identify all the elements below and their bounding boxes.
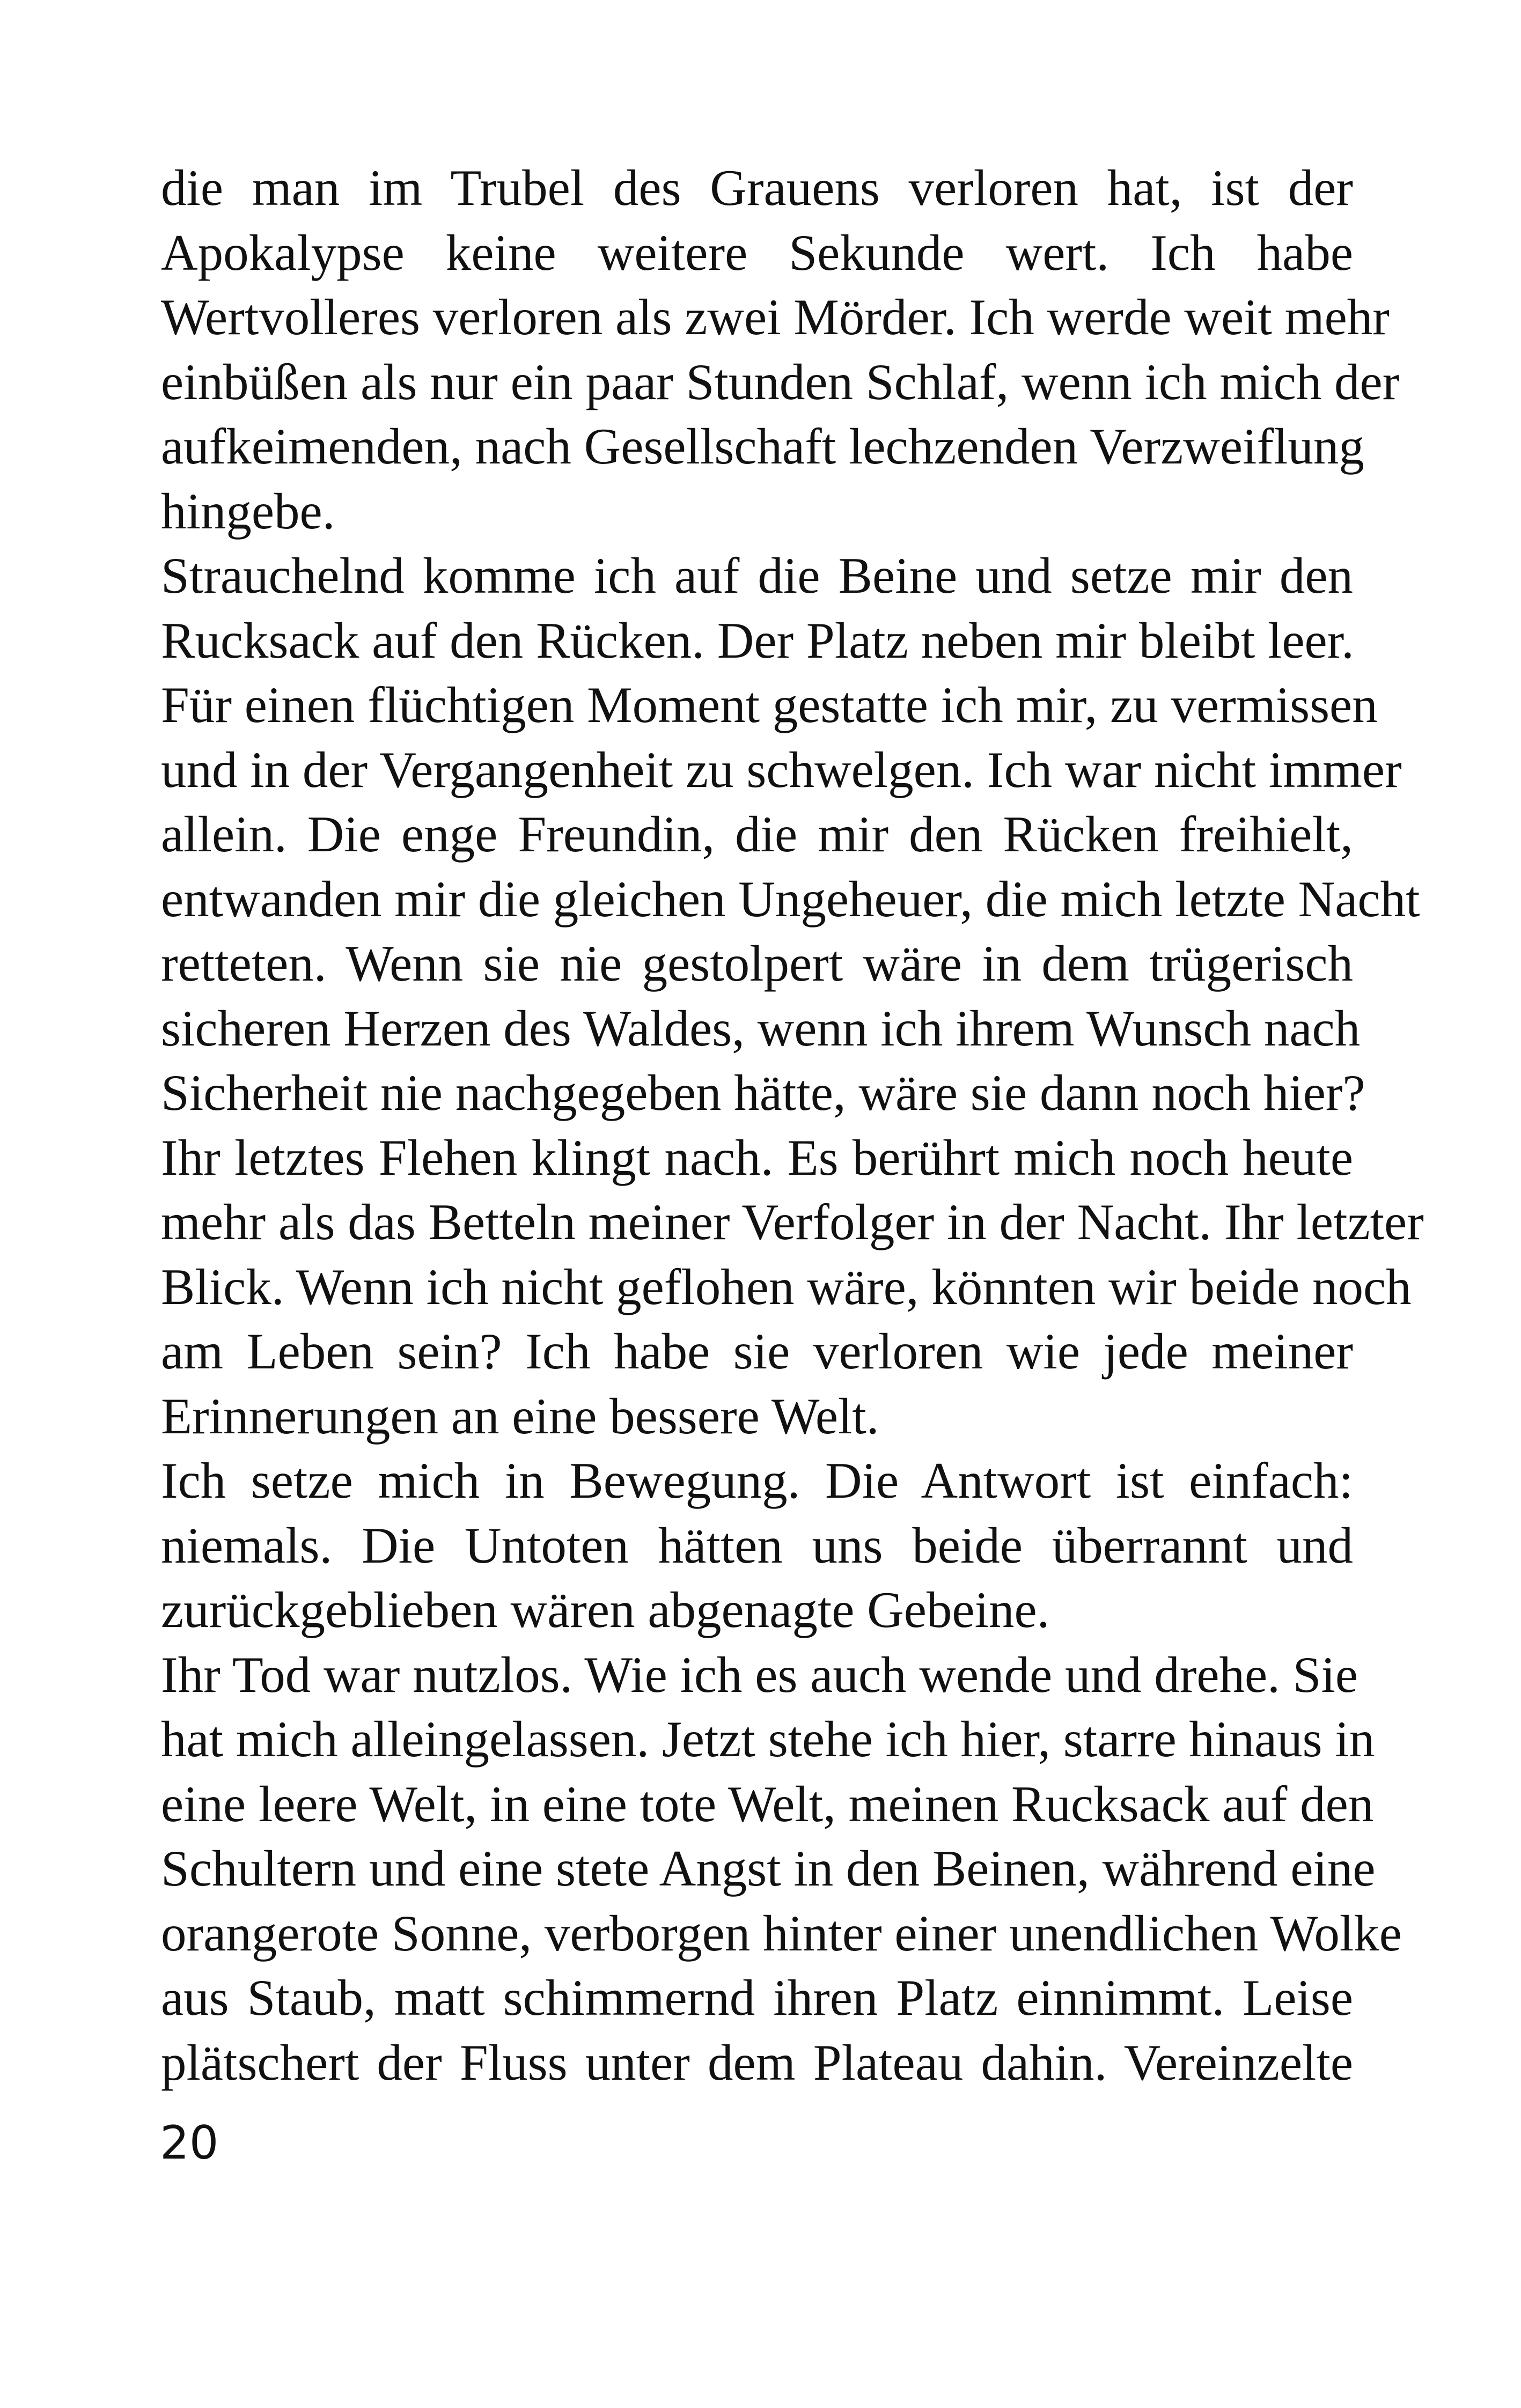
text-line: Rucksack auf den Rücken. Der Platz neben mir bleibt leer. xyxy=(161,612,1354,669)
text-line: Ihr letztes Flehen klingt nach. Es berührt mich noch heute xyxy=(161,1129,1353,1186)
text-line: orangerote Sonne, verborgen hinter einer unendlichen Wolke xyxy=(161,1904,1402,1962)
text-line: Sicherheit nie nachgegeben hätte, wäre sie dann noch hier? xyxy=(161,1064,1365,1121)
text-line: entwanden mir die gleichen Ungeheuer, die mich letzte Nacht xyxy=(161,870,1420,927)
text-line: hat mich alleingelassen. Jetzt stehe ich hier, starre hinaus in xyxy=(161,1711,1375,1768)
text-line: Blick. Wenn ich nicht geflohen wäre, könnten wir beide noch xyxy=(161,1258,1412,1315)
text-line: am Leben sein? Ich habe sie verloren wie jede meiner xyxy=(161,1323,1353,1380)
text-line: Ich setze mich in Bewegung. Die Antwort ist einfach: xyxy=(161,1452,1353,1509)
text-line: allein. Die enge Freundin, die mir den Rücken freihielt, xyxy=(161,806,1353,863)
text-line: Wertvolleres verloren als zwei Mörder. Ich werde weit mehr xyxy=(161,289,1390,345)
page-body xyxy=(161,156,1424,2095)
text-line: Ihr Tod war nutzlos. Wie ich es auch wende und drehe. Sie xyxy=(161,1646,1358,1703)
text-line: mehr als das Betteln meiner Verfolger in der Nacht. Ihr letzter xyxy=(161,1194,1424,1250)
text-line: die man im Trubel des Grauens verloren hat, ist der xyxy=(161,159,1353,216)
text-line: aus Staub, matt schimmernd ihren Platz einnimmt. Leise xyxy=(161,1969,1353,2026)
text-line: Schultern und eine stete Angst in den Beinen, während eine xyxy=(161,1840,1376,1897)
text-line: aufkeimenden, nach Gesellschaft lechzenden Verzweiflung xyxy=(161,418,1364,475)
text-line: plätschert der Fluss unter dem Plateau dahin. Vereinzelte xyxy=(161,2034,1353,2091)
text-line: und in der Vergangenheit zu schwelgen. Ich war nicht immer xyxy=(161,741,1402,798)
text-line: retteten. Wenn sie nie gestolpert wäre in dem trügerisch xyxy=(161,935,1353,992)
text-line: Strauchelnd komme ich auf die Beine und setze mir den xyxy=(161,547,1353,604)
text-line: sicheren Herzen des Waldes, wenn ich ihrem Wunsch nach xyxy=(161,999,1361,1057)
text-line: einbüßen als nur ein paar Stunden Schlaf, wenn ich mich der xyxy=(161,353,1400,410)
text-line: eine leere Welt, in eine tote Welt, meinen Rucksack auf den xyxy=(161,1775,1374,1832)
page-number: 20 xyxy=(160,2116,219,2170)
text-line: Apokalypse keine weitere Sekunde wert. Ich habe xyxy=(161,224,1353,281)
text-line: zurückgeblieben wären abgenagte Gebeine. xyxy=(161,1581,1050,1638)
text-line: hingebe. xyxy=(161,482,335,540)
text-line: niemals. Die Untoten hätten uns beide überrannt und xyxy=(161,1516,1353,1574)
text-line: Für einen flüchtigen Moment gestatte ich mir, zu vermissen xyxy=(161,676,1378,733)
text-line: Erinnerungen an eine bessere Welt. xyxy=(161,1387,879,1445)
